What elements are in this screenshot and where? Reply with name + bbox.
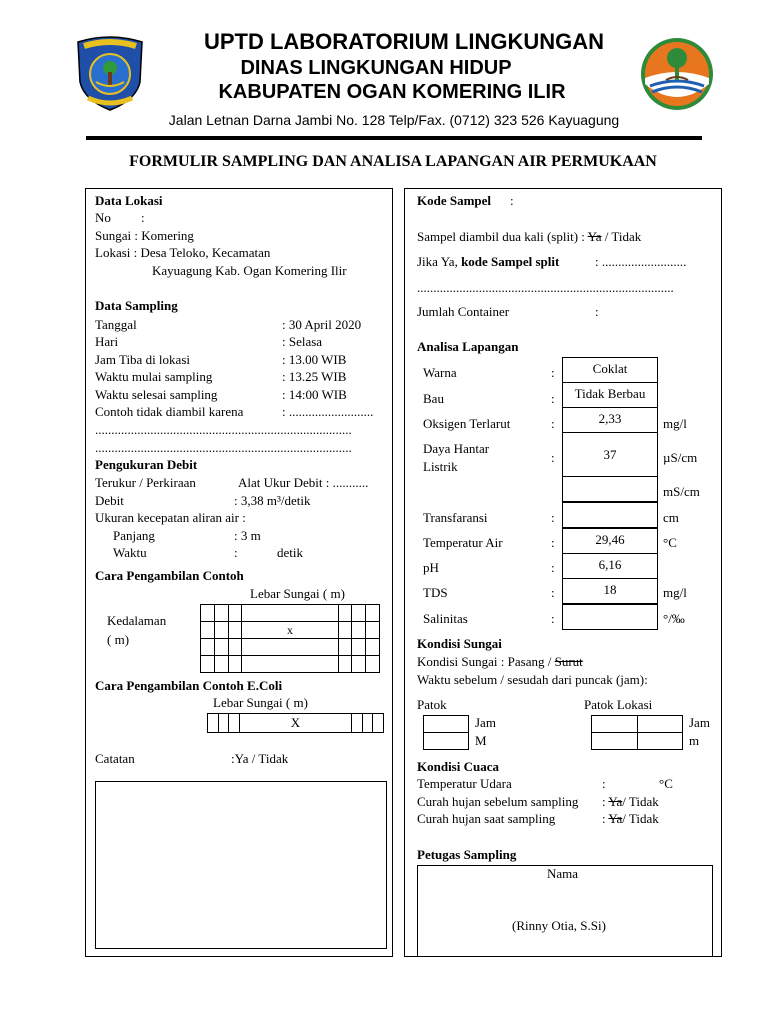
data-sampling-title: Data Sampling — [95, 298, 178, 313]
patok-m: M — [475, 733, 487, 748]
panjang-value: : 3 m — [234, 528, 261, 543]
curah-sebelum-label: Curah hujan sebelum sampling — [417, 794, 579, 809]
debit-title: Pengukuran Debit — [95, 457, 198, 472]
param-value: 37 — [603, 447, 617, 462]
curah-saat-tidak: / Tidak — [622, 811, 659, 826]
alat-ukur-label: Alat Ukur Debit : ........... — [238, 475, 369, 490]
param-label: pH — [423, 560, 439, 575]
sampling-label: Contoh tidak diambil karena — [95, 404, 244, 419]
ecoli-title: Cara Pengambilan Contoh E.Coli — [95, 678, 283, 693]
no-colon: : — [141, 210, 145, 225]
header-divider — [86, 136, 702, 140]
sampling-value: : 13.25 WIB — [282, 369, 347, 384]
kondisi-sungai-title: Kondisi Sungai — [417, 636, 502, 651]
param-value-box[interactable] — [562, 357, 658, 383]
split-line — [417, 229, 641, 245]
lebar-sungai-ecoli-label: Lebar Sungai ( m) — [213, 695, 308, 710]
petugas-title: Petugas Sampling — [417, 847, 517, 862]
kondisi-cuaca-title: Kondisi Cuaca — [417, 759, 499, 774]
param-value-box[interactable] — [562, 528, 658, 554]
nama-label: Nama — [547, 866, 579, 881]
kode-sampel-colon: : — [510, 193, 514, 208]
split-suffix: / Tidak — [601, 229, 642, 244]
ecoli-mark: X — [240, 714, 352, 733]
waktu-label: Waktu — [113, 545, 147, 560]
param-label: Temperatur Air — [423, 535, 503, 550]
waktu-colon: : — [234, 545, 238, 560]
kedalaman-label: Kedalaman — [107, 613, 167, 628]
patok-lokasi-label: Patok Lokasi — [584, 697, 653, 712]
param-label: Oksigen Terlarut — [423, 416, 511, 431]
header-line-3: KABUPATEN OGAN KOMERING ILIR — [218, 81, 566, 103]
param-unit: mS/cm — [663, 484, 700, 499]
patok-lokasi-m: m — [689, 733, 700, 748]
param-label: Transfaransi — [423, 510, 488, 525]
terukur-label: Terukur / Perkiraan — [95, 475, 196, 490]
param-value-box[interactable] — [562, 407, 658, 433]
kondisi-sungai-line — [417, 654, 583, 670]
curah-saat-value: : Ya/ Tidak — [602, 811, 659, 826]
split-prefix: Sampel diambil dua kali (split) : — [417, 229, 588, 244]
param-value-box[interactable] — [562, 604, 658, 630]
split-ya: Ya — [587, 229, 602, 244]
kode-split-label: kode Sampel split — [461, 254, 560, 269]
sampling-grid — [200, 604, 380, 673]
param-unit: mg/l — [663, 585, 687, 600]
param-unit: cm — [663, 510, 679, 525]
curah-sebelum-tidak: / Tidak — [622, 794, 659, 809]
param-value-box[interactable] — [562, 382, 658, 408]
patok-grid — [423, 715, 469, 750]
param-unit: °C — [663, 535, 677, 550]
jika-ya: Jika Ya, — [417, 254, 462, 269]
header-line-1: UPTD LABORATORIUM LINGKUNGAN — [203, 29, 605, 54]
cara-title: Cara Pengambilan Contoh — [95, 568, 244, 583]
debit-label: Debit — [95, 493, 124, 508]
patok-lokasi-grid — [591, 715, 683, 750]
jika-ya-line — [417, 254, 559, 270]
param-label: Salinitas — [423, 611, 468, 626]
sampling-label: Hari — [95, 334, 119, 349]
param-colon: : — [551, 585, 555, 600]
param-colon: : — [551, 391, 555, 406]
dotted-line: ............................................................................... — [417, 280, 674, 295]
sungai-line: Sungai : Komering — [95, 228, 194, 243]
catatan-value: :Ya / Tidak — [231, 751, 289, 766]
param-label: Warna — [423, 365, 457, 380]
catatan-label: Catatan — [95, 751, 135, 766]
data-lokasi-title: Data Lokasi — [95, 193, 163, 208]
sampling-value: : .......................... — [282, 404, 374, 419]
param-unit: mg/l — [663, 416, 687, 431]
param-value: 18 — [603, 582, 617, 597]
param-colon: : — [551, 510, 555, 525]
param-value: 29,46 — [595, 532, 625, 547]
patok-lokasi-jam: Jam — [689, 715, 710, 730]
grid-mark: x — [242, 622, 338, 639]
patok-label: Patok — [417, 697, 447, 712]
param-value: Tidak Berbau — [574, 386, 646, 401]
catatan-box[interactable] — [95, 781, 387, 949]
curah-saat-label: Curah hujan saat sampling — [417, 811, 556, 826]
param-unit: µS/cm — [663, 450, 698, 465]
param-value-box[interactable] — [562, 578, 658, 604]
waktu-puncak-label: Waktu sebelum / sesudah dari puncak (jam): — [417, 672, 648, 687]
sampling-value: : 13.00 WIB — [282, 352, 347, 367]
sampling-label: Waktu mulai sampling — [95, 369, 213, 384]
param-colon: : — [551, 416, 555, 431]
dotted-line: ............................................................................... — [95, 440, 352, 455]
kedalaman-unit: ( m) — [107, 632, 130, 647]
jumlah-container-label: Jumlah Container — [417, 304, 510, 319]
sampling-value: : 14:00 WIB — [282, 387, 347, 402]
patok-jam: Jam — [475, 715, 496, 730]
temp-udara-colon: : — [602, 776, 606, 791]
ecoli-grid — [207, 713, 384, 733]
header-address: Jalan Letnan Darna Jambi No. 128 Telp/Fax. (0712) 323 526 Kayuagung — [168, 112, 620, 128]
kondisi-prefix: Kondisi Sungai : Pasang / — [417, 654, 555, 669]
param-label: Bau — [423, 391, 444, 406]
param-value-box[interactable] — [562, 502, 658, 528]
sampling-label: Waktu selesai sampling — [95, 387, 218, 402]
param-colon: : — [551, 450, 555, 465]
panjang-label: Panjang — [113, 528, 155, 543]
lebar-sungai-label: Lebar Sungai ( m) — [250, 586, 345, 601]
curah-saat-ya: Ya — [608, 811, 623, 826]
param-label: Daya Hantar — [423, 441, 490, 456]
dotted-line: ............................................................................... — [95, 422, 352, 437]
kondisi-surut: Surut — [554, 654, 583, 669]
param-colon: : — [551, 365, 555, 380]
param-value: 6,16 — [598, 557, 622, 572]
param-value-box[interactable] — [562, 553, 658, 579]
param-label-2: Listrik — [423, 459, 458, 474]
sampling-label: Tanggal — [95, 317, 137, 332]
sampling-value: : 30 April 2020 — [282, 317, 362, 332]
param-colon: : — [551, 611, 555, 626]
param-unit: °/‰ — [663, 611, 685, 626]
nama-value: (Rinny Otia, S.Si) — [512, 918, 606, 933]
waktu-unit: detik — [277, 545, 303, 560]
lokasi-line: Lokasi : Desa Teloko, Kecamatan — [95, 245, 271, 260]
form-title: FORMULIR SAMPLING DAN ANALISA LAPANGAN AIR PERMUKAAN — [129, 153, 657, 170]
param-colon: : — [551, 560, 555, 575]
analisa-title: Analisa Lapangan — [417, 339, 519, 354]
sampling-label: Jam Tiba di lokasi — [95, 352, 190, 367]
curah-sebelum-ya: Ya — [608, 794, 623, 809]
curah-sebelum-value: : Ya/ Tidak — [602, 794, 659, 809]
temp-udara-label: Temperatur Udara — [417, 776, 512, 791]
param-value-box[interactable] — [562, 432, 658, 477]
lokasi-line-2: Kayuagung Kab. Ogan Komering Ilir — [152, 263, 347, 278]
debit-value: : 3,38 m³/detik — [234, 493, 311, 508]
param-colon: : — [551, 535, 555, 550]
jumlah-container-colon: : — [595, 304, 599, 319]
sampling-value: : Selasa — [282, 334, 323, 349]
no-label: No — [95, 210, 111, 225]
param-value-box[interactable] — [562, 476, 658, 502]
param-value: 2,33 — [598, 411, 622, 426]
param-value: Coklat — [592, 361, 628, 376]
temp-udara-unit: °C — [659, 776, 673, 791]
header-line-2: DINAS LINGKUNGAN HIDUP — [240, 57, 512, 79]
ukuran-label: Ukuran kecepatan aliran air : — [95, 510, 246, 525]
kode-split-dots: : .......................... — [595, 254, 687, 269]
kode-sampel-label: Kode Sampel — [417, 193, 492, 208]
param-label: TDS — [423, 585, 448, 600]
